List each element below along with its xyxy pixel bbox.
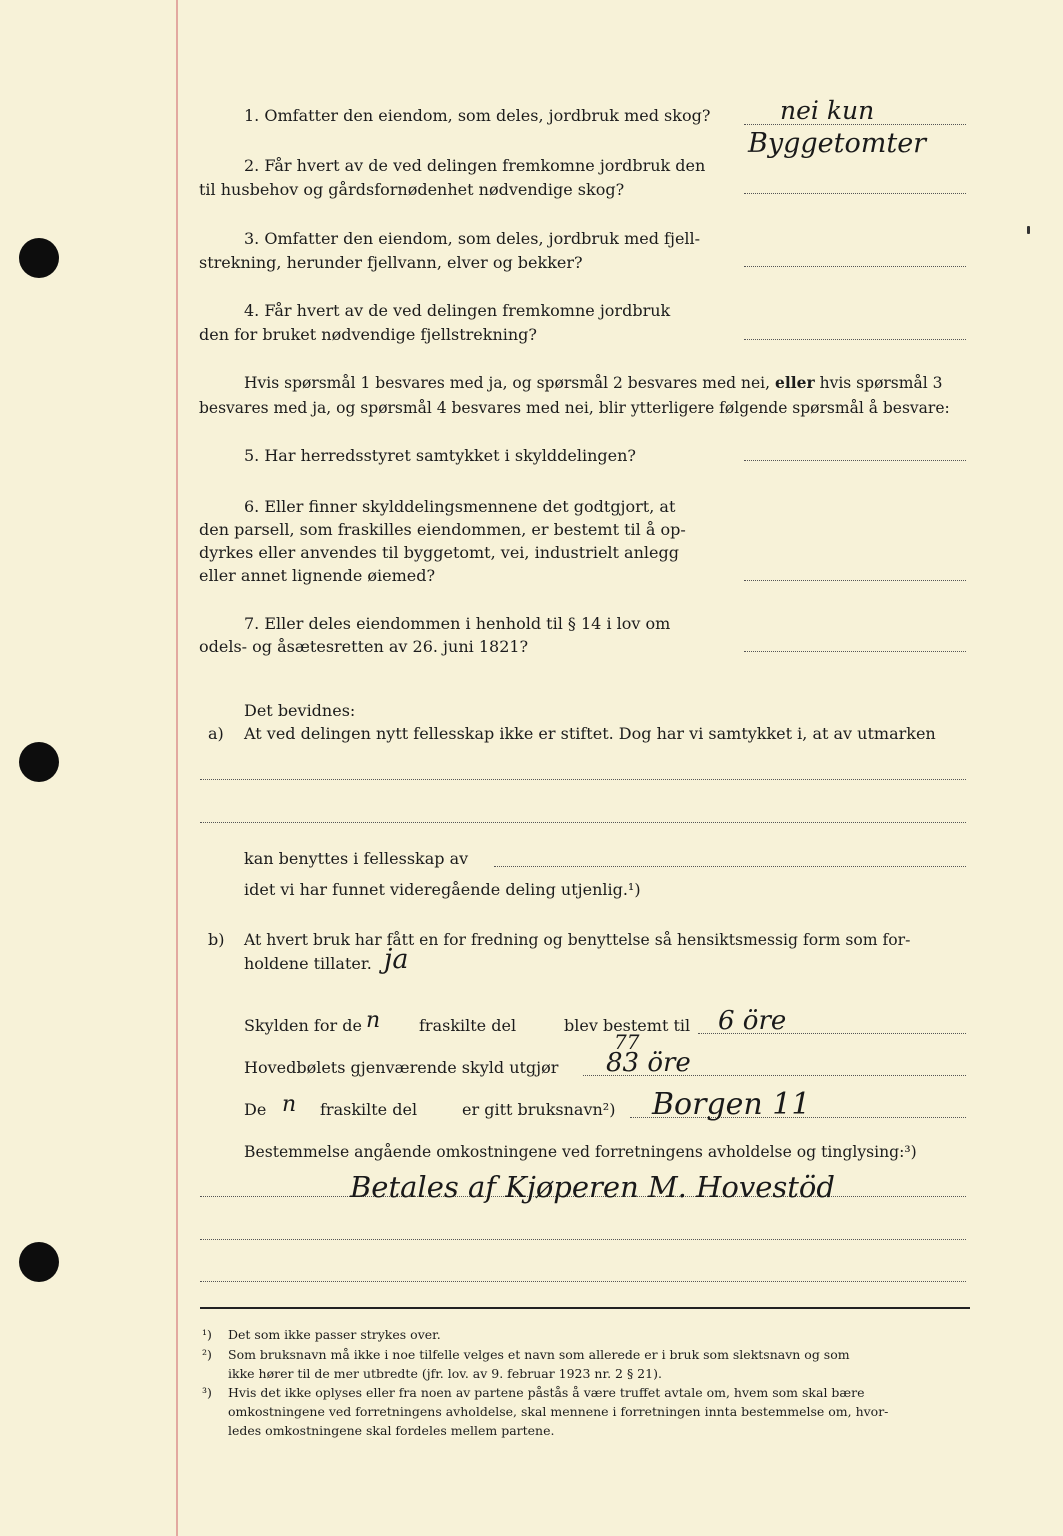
footnote-3-line-3: ledes omkostningene skal fordeles mellem partene. (228, 1423, 555, 1438)
punch-hole (19, 1242, 59, 1282)
shared-use-label: kan benyttes i fellesskap av (244, 849, 469, 868)
condition-emphasis: eller (775, 373, 815, 392)
question-7-line-2: odels- og åsætesretten av 26. juni 1821? (199, 637, 529, 656)
question-3-line-1: 3. Omfatter den eiendom, som deles, jordbruk med fjell- (244, 229, 701, 248)
footnote-3-mark: ³) (202, 1385, 212, 1400)
question-7-line-1: 7. Eller deles eiendommen i henhold til § 14 i lov om (244, 614, 671, 633)
bruksnavn-label-c: er gitt bruksnavn²) (462, 1100, 616, 1119)
skyld-label-b: fraskilte del (419, 1016, 517, 1035)
handwritten-answer-q1-line1: nei kun (780, 96, 875, 125)
question-5: 5. Har herredsstyret samtykket i skylddelingen? (244, 446, 636, 465)
margin-rule (176, 0, 178, 1536)
handwritten-bruksnavn-value: Borgen 11 (652, 1087, 811, 1122)
attest-heading: Det bevidnes: (244, 701, 356, 720)
cost-label: Bestemmelse angående omkostningene ved forretningens avholdelse og tinglysing:³) (244, 1143, 917, 1161)
question-2-line-1: 2. Får hvert av de ved delingen fremkomne jordbruk den (244, 156, 706, 175)
punch-hole (19, 238, 59, 278)
handwritten-answer-b: ja (384, 944, 409, 975)
cost-line-3 (200, 1281, 966, 1282)
question-4-line-2: den for bruket nødvendige fjellstrekning? (199, 325, 537, 344)
footnote-1: Det som ikke passer strykes over. (228, 1327, 441, 1342)
attest-b-line-1: At hvert bruk har fått en for fredning og benyttelse så hensiktsmessig form som for- (244, 931, 911, 949)
footnote-2-mark: ²) (202, 1347, 212, 1362)
shared-use-line (494, 866, 966, 867)
bruksnavn-label-b: fraskilte del (320, 1100, 418, 1119)
footnote-2-line-1: Som bruksnavn må ikke i noe tilfelle velges et navn som allerede er i bruk som slektsnavn og som (228, 1347, 850, 1362)
answer-line-7 (744, 651, 966, 652)
footnote-3-line-1: Hvis det ikke oplyses eller fra noen av partene påstås å være truffet avtale om, hvem som skal bære (228, 1385, 865, 1400)
answer-line-3 (744, 266, 966, 267)
handwritten-cost-answer: Betales af Kjøperen M. Hovestöd (350, 1170, 835, 1204)
answer-line-4 (744, 339, 966, 340)
fill-line-a1 (200, 779, 966, 780)
attest-a-label: a) (208, 724, 224, 743)
footnote-3-line-2: omkostningene ved forretningens avholdelse, skal mennene i forretningen innta bestemmelse om, hvor- (228, 1404, 889, 1419)
ink-speck (1027, 226, 1030, 234)
question-6-line-3: dyrkes eller anvendes til byggetomt, vei, industrielt anlegg (199, 543, 679, 562)
fill-line-a2 (200, 822, 966, 823)
attest-b-label: b) (208, 930, 225, 949)
handwritten-skyld-value: 6 öre (718, 1006, 787, 1036)
condition-text-a: Hvis spørsmål 1 besvares med ja, og spørsmål 2 besvares med nei, (244, 374, 771, 392)
condition-text-b: hvis spørsmål 3 (819, 374, 943, 392)
handwritten-hovedbol-value: 83 öre (606, 1048, 691, 1078)
question-3-line-2: strekning, herunder fjellvann, elver og bekker? (199, 253, 583, 272)
answer-line-5 (744, 460, 966, 461)
condition-line-2: besvares med ja, og spørsmål 4 besvares med nei, blir ytterligere følgende spørsmål å besvare: (199, 399, 950, 417)
attest-a-text: At ved delingen nytt fellesskap ikke er stiftet. Dog har vi samtykket i, at av utmarken (244, 724, 936, 743)
condition-line-1 (244, 372, 942, 394)
cost-line-2 (200, 1239, 966, 1240)
handwritten-answer-q1-line2: Byggetomter (748, 128, 927, 159)
skyld-label-c: blev bestemt til (564, 1016, 691, 1035)
question-2-line-2: til husbehov og gårdsfornødenhet nødvendige skog? (199, 180, 625, 199)
attest-b-line-2: holdene tillater. (244, 954, 372, 973)
handwritten-skyld-suffix: n (366, 1008, 381, 1033)
handwritten-bruksnavn-suffix: n (282, 1092, 297, 1117)
footnote-1-mark: ¹) (202, 1327, 212, 1342)
question-6-line-4: eller annet lignende øiemed? (199, 566, 436, 585)
handwritten-hovedbol-correction: 77 (614, 1030, 640, 1054)
answer-line-2 (744, 193, 966, 194)
question-6-line-1: 6. Eller finner skylddelingsmennene det godtgjort, at (244, 497, 676, 516)
question-1: 1. Omfatter den eiendom, som deles, jordbruk med skog? (244, 106, 711, 125)
punch-hole (19, 742, 59, 782)
question-6-line-2: den parsell, som fraskilles eiendommen, er bestemt til å op- (199, 520, 686, 539)
question-4-line-1: 4. Får hvert av de ved delingen fremkomne jordbruk (244, 301, 671, 320)
bruksnavn-label-a: De (244, 1100, 267, 1119)
footnote-rule (200, 1307, 970, 1309)
footnote-2-line-2: ikke hører til de mer utbredte (jfr. lov. av 9. februar 1923 nr. 2 § 21). (228, 1366, 662, 1381)
answer-line-6 (744, 580, 966, 581)
further-division-text: idet vi har funnet videregående deling utjenlig.¹) (244, 880, 641, 899)
skyld-label-a: Skylden for de (244, 1016, 362, 1035)
hovedbol-label: Hovedbølets gjenværende skyld utgjør (244, 1058, 559, 1077)
